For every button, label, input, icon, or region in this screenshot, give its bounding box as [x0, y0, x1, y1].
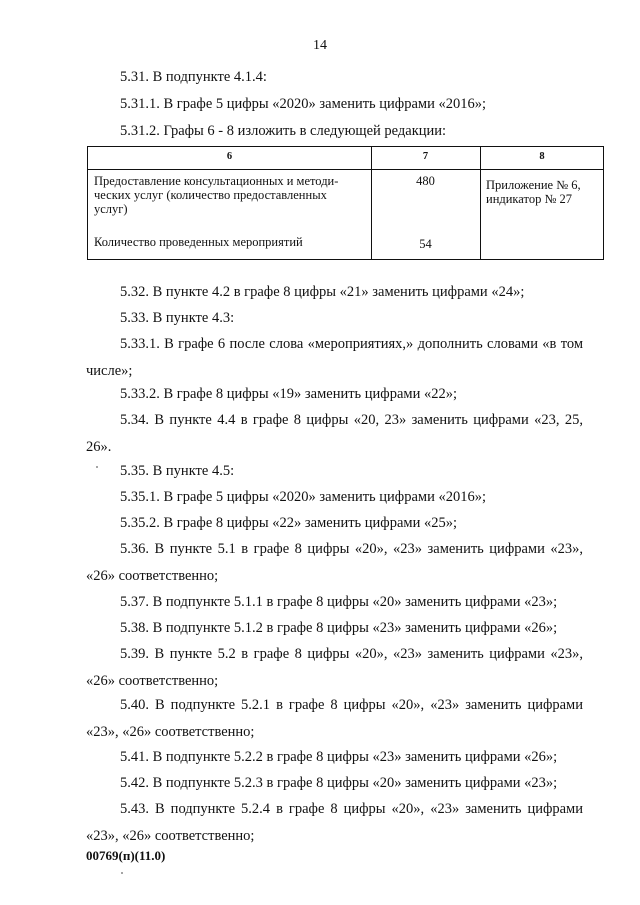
amendment-table	[87, 146, 604, 260]
paragraph-5-35-1: 5.35.1. В графе 5 цифры «2020» заменить цифрами «2016»;	[120, 489, 486, 505]
paragraph-5-35-2: 5.35.2. В графе 8 цифры «22» заменить цифрами «25»;	[120, 515, 457, 531]
table-cell-col8-row1	[486, 178, 604, 206]
paragraph-5-31-1: 5.31.1. В графе 5 цифры «2020» заменить цифрами «2016»;	[120, 96, 486, 112]
scan-speck	[121, 872, 123, 874]
page-number: 14	[313, 38, 327, 53]
paragraph-5-31-2: 5.31.2. Графы 6 - 8 изложить в следующей редакции:	[120, 123, 447, 139]
table-cell-line: индикатор № 27	[486, 192, 573, 206]
paragraph-5-33: 5.33. В пункте 4.3:	[120, 310, 235, 326]
table-header-6: 6	[226, 151, 233, 162]
paragraph-5-41: 5.41. В подпункте 5.2.2 в графе 8 цифры «23» заменить цифрами «26»;	[120, 749, 558, 765]
table-cell-col7-row2: 54	[419, 237, 432, 251]
table-header-divider	[88, 169, 603, 170]
paragraph-5-32: 5.32. В пункте 4.2 в графе 8 цифры «21» заменить цифрами «24»;	[120, 284, 525, 300]
paragraph-5-34: 5.34. В пункте 4.4 в графе 8 цифры «20, 23» заменить цифрами «23, 25, 26».	[86, 412, 583, 455]
paragraph-5-38: 5.38. В подпункте 5.1.2 в графе 8 цифры «23» заменить цифрами «26»;	[120, 620, 558, 636]
table-column-divider	[480, 147, 481, 259]
paragraph-5-42: 5.42. В подпункте 5.2.3 в графе 8 цифры «20» заменить цифрами «23»;	[120, 775, 558, 791]
table-cell-line: Приложение № 6,	[486, 178, 581, 192]
table-header-7: 7	[422, 151, 429, 162]
table-cell-col7-row1: 480	[416, 174, 435, 188]
table-cell-line: услуг)	[94, 202, 128, 216]
paragraph-5-40: 5.40. В подпункте 5.2.1 в графе 8 цифры «20», «23» заменить цифрами «23», «26» соответственно;	[86, 697, 583, 740]
table-cell-line: Предоставление консультационных и методи-	[94, 174, 339, 188]
table-header-8: 8	[539, 151, 545, 162]
paragraph-5-33-2: 5.33.2. В графе 8 цифры «19» заменить цифрами «22»;	[120, 386, 457, 402]
scan-speck	[96, 466, 98, 468]
paragraph-5-35: 5.35. В пункте 4.5:	[120, 463, 235, 479]
table-cell-col6-row1	[94, 174, 370, 216]
paragraph-5-43: 5.43. В подпункте 5.2.4 в графе 8 цифры «20», «23» заменить цифрами «23», «26» соответственно;	[86, 801, 583, 844]
paragraph-5-31: 5.31. В подпункте 4.1.4:	[120, 69, 267, 85]
paragraph-5-33-1: 5.33.1. В графе 6 после слова «мероприятиях,» дополнить словами «в том числе»;	[86, 336, 583, 379]
table-cell-line: ческих услуг (количество предоставленных	[94, 188, 327, 202]
table-cell-col6-row2: Количество проведенных мероприятий	[94, 235, 303, 249]
paragraph-5-36: 5.36. В пункте 5.1 в графе 8 цифры «20», «23» заменить цифрами «23», «26» соответственно;	[86, 541, 583, 584]
paragraph-5-39: 5.39. В пункте 5.2 в графе 8 цифры «20», «23» заменить цифрами «23», «26» соответственно;	[86, 646, 583, 689]
document-code: 00769(п)(11.0)	[86, 848, 166, 863]
paragraph-5-37: 5.37. В подпункте 5.1.1 в графе 8 цифры «20» заменить цифрами «23»;	[120, 594, 558, 610]
